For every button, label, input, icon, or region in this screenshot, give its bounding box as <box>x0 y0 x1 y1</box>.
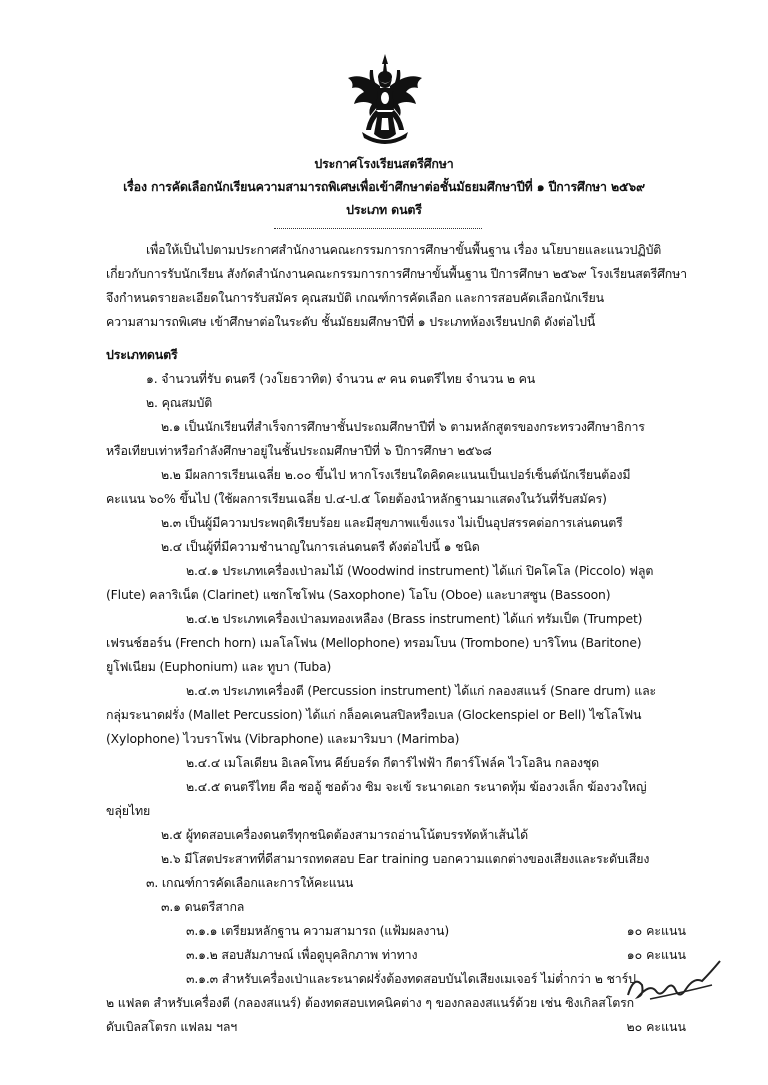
body-line: ๒.๔.๓ ประเภทเครื่องตี (Percussion instrument) ได้แก่ กลองสแนร์ (Snare drum) และ <box>186 683 657 698</box>
body-line: ขลุ่ยไทย <box>106 803 151 818</box>
document-subject: เรื่อง การคัดเลือกนักเรียนความสามารถพิเศษเพื่อเข้าศึกษาต่อชั้นมัธยมศึกษาปีที่ ๑ ปีการศึกษา ๒๕๖๙ <box>123 179 645 194</box>
body-line: ๒.๔.๔ เมโลเดียน อิเลคโทน คีย์บอร์ด กีตาร์ไฟฟ้า กีตาร์โฟล์ค ไวโอลิน กลองชุด <box>186 755 600 770</box>
header-divider <box>274 228 482 229</box>
body-line: ๓.๑.๒ สอบสัมภาษณ์ เพื่อดูบุคลิกภาพ ท่าทาง <box>186 947 418 962</box>
body-line: ๓. เกณฑ์การคัดเลือกและการให้คะแนน <box>146 875 354 890</box>
intro-line: ความสามารถพิเศษ เข้าศึกษาต่อในระดับ ชั้นมัธยมศึกษาปีที่ ๑ ประเภทห้องเรียนปกติ ดังต่อไปนี้ <box>106 314 596 329</box>
body-line: ๒.๔.๕ ดนตรีไทย คือ ซออู้ ซอด้วง ซิม จะเข้ ระนาดเอก ระนาดทุ้ม ฆ้องวงเล็ก ฆ้องวงใหญ่ <box>186 779 647 794</box>
body-line: (Xylophone) ไวบราโฟน (Vibraphone) และมาริมบา (Marimba) <box>106 731 460 746</box>
garuda-emblem-icon <box>342 52 428 148</box>
intro-line: เพื่อให้เป็นไปตามประกาศสำนักงานคณะกรรมการการศึกษาขั้นพื้นฐาน เรื่อง นโยบายและแนวปฏิบัติ <box>146 242 662 257</box>
body-line: ๓.๑ ดนตรีสากล <box>161 899 245 914</box>
body-line: ๓.๑.๓ สำหรับเครื่องเป่าและระนาดฝรั่งต้องทดสอบบันไดเสียงเมเจอร์ ไม่ต่ำกว่า ๒ ชาร์ป <box>186 971 636 986</box>
intro-line: เกี่ยวกับการรับนักเรียน สังกัดสำนักงานคณะกรรมการการศึกษาขั้นพื้นฐาน ปีการศึกษา ๒๕๖๙ โรงเรียนสตรีศึกษา <box>106 266 687 281</box>
body-line: ๒.๖ มีโสตประสาทที่ดีสามารถทดสอบ Ear training บอกความแตกต่างของเสียงและระดับเสียง <box>161 851 650 866</box>
body-line: ๒.๕ ผู้ทดสอบเครื่องดนตรีทุกชนิดต้องสามารถอ่านโน้ตบรรทัดห้าเส้นได้ <box>161 827 529 842</box>
document-category: ประเภท ดนตรี <box>346 202 422 217</box>
body-line: ๒.๔.๑ ประเภทเครื่องเป่าลมไม้ (Woodwind instrument) ได้แก่ ปิคโคโล (Piccolo) ฟลูต <box>186 563 654 578</box>
intro-line: จึงกำหนดรายละเอียดในการรับสมัคร คุณสมบัติ เกณฑ์การคัดเลือก และการสอบคัดเลือกนักเรียน <box>106 290 604 305</box>
body-line: กลุ่มระนาดฝรั่ง (Mallet Percussion) ได้แก่ กล็อคเคนสปิลหรือเบล (Glockenspiel or Bell) ไซโลโฟน <box>106 707 642 722</box>
body-line: ๒.๒ มีผลการเรียนเฉลี่ย ๒.๐๐ ขึ้นไป หากโรงเรียนใดคิดคะแนนเป็นเปอร์เซ็นต์นักเรียนต้องมี <box>161 467 631 482</box>
body-line: ๒ แฟลต สำหรับเครื่องตี (กลองสแนร์) ต้องทดสอบเทคนิคต่าง ๆ ของกลองสแนร์ด้วย เช่น ซิงเกิลสโตรก <box>106 995 634 1010</box>
body-line: คะแนน ๖๐% ขึ้นไป (ใช้ผลการเรียนเฉลี่ย ป.๔-ป.๕ โดยต้องนำหลักฐานมาแสดงในวันที่รับสมัคร) <box>106 491 607 506</box>
body-line: เฟรนช์ฮอร์น (French horn) เมลโลโฟน (Mellophone) ทรอมโบน (Trombone) บาริโทน (Baritone) <box>106 635 642 650</box>
body-line: ดับเบิลสโตรก แฟลม ฯลฯ <box>106 1019 238 1034</box>
body-line: ๒.๔.๒ ประเภทเครื่องเป่าลมทองเหลือง (Brass instrument) ได้แก่ ทรัมเป็ต (Trumpet) <box>186 611 643 626</box>
body-line: ๒.๔ เป็นผู้ที่มีความชำนาญในการเล่นดนตรี ดังต่อไปนี้ ๑ ชนิด <box>161 539 480 554</box>
body-line: ๓.๑.๑ เตรียมหลักฐาน ความสามารถ (แฟ้มผลงาน) <box>186 923 450 938</box>
score-value: ๑๐ คะแนน <box>626 923 686 938</box>
document-title: ประกาศโรงเรียนสตรีศึกษา <box>314 156 454 171</box>
body-line: ๑. จำนวนที่รับ ดนตรี (วงโยธวาทิต) จำนวน ๙ คน ดนตรีไทย จำนวน ๒ คน <box>146 371 536 386</box>
body-line: ๒. คุณสมบัติ <box>146 395 213 410</box>
body-line: ยูโฟเนียม (Euphonium) และ ทูบา (Tuba) <box>106 659 332 674</box>
signature-icon <box>620 955 728 1007</box>
section-heading: ประเภทดนตรี <box>106 347 178 362</box>
score-value: ๒๐ คะแนน <box>626 1019 686 1034</box>
body-line: (Flute) คลาริเน็ต (Clarinet) แซกโซโฟน (Saxophone) โอโบ (Oboe) และบาสซูน (Bassoon) <box>106 587 611 602</box>
body-line: หรือเทียบเท่าหรือกำลังศึกษาอยู่ในชั้นประถมศึกษาปีที่ ๖ ปีการศึกษา ๒๕๖๘ <box>106 443 492 458</box>
body-line: ๒.๑ เป็นนักเรียนที่สำเร็จการศึกษาชั้นประถมศึกษาปีที่ ๖ ตามหลักสูตรของกระทรวงศึกษาธิการ <box>161 419 645 434</box>
score-value: ๑๐ คะแนน <box>626 947 686 962</box>
body-line: ๒.๓ เป็นผู้มีความประพฤติเรียบร้อย และมีสุขภาพแข็งแรง ไม่เป็นอุปสรรคต่อการเล่นดนตรี <box>161 515 623 530</box>
